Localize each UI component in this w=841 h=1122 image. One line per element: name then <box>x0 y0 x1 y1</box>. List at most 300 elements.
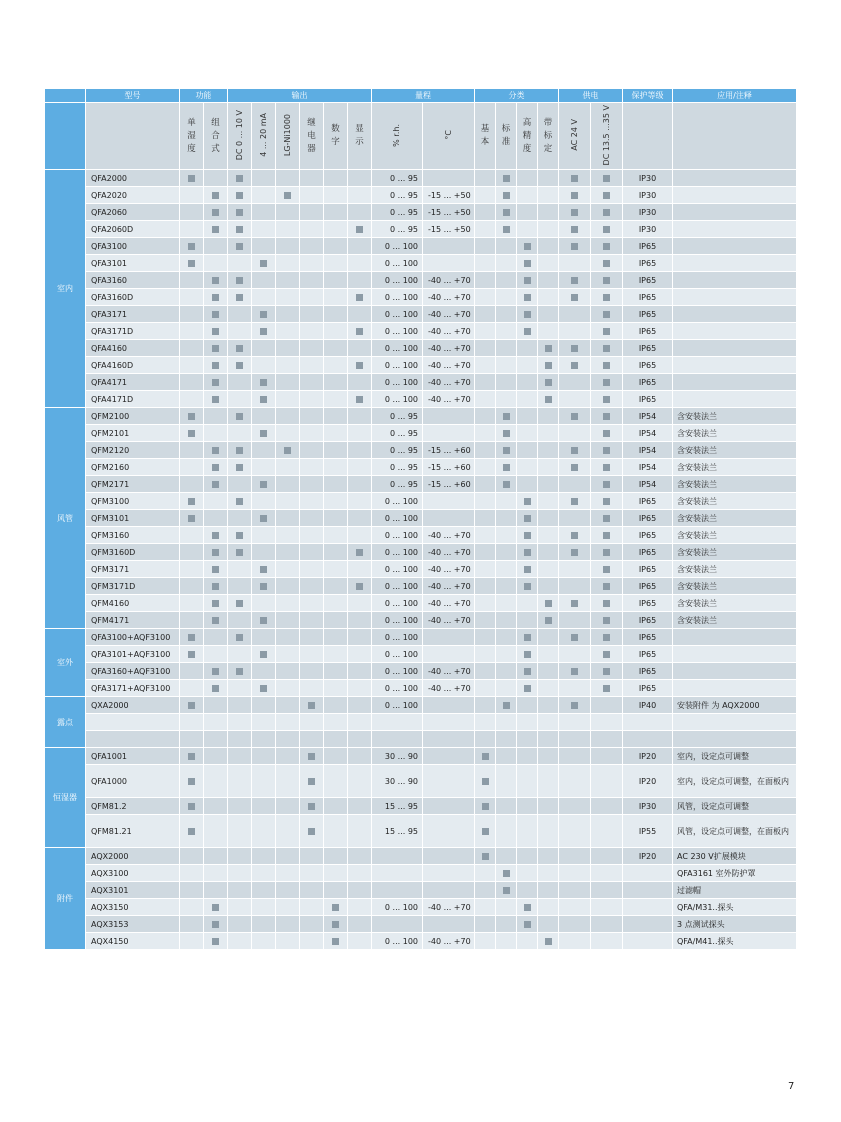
table-row <box>45 544 797 561</box>
mark-cell <box>228 544 252 561</box>
column-header <box>324 103 348 170</box>
mark-cell <box>538 476 559 493</box>
mark-cell <box>276 187 300 204</box>
protection-class-cell: IP65 <box>623 595 673 612</box>
mark-cell <box>538 899 559 916</box>
model-cell: QFA4160 <box>86 340 180 357</box>
note-cell: 风管，设定点可调整 <box>673 798 797 815</box>
table-row <box>45 815 797 848</box>
model-cell: QFM81.2 <box>86 798 180 815</box>
protection-class-cell: IP65 <box>623 306 673 323</box>
check-square-icon <box>212 481 219 488</box>
humidity-range-cell: 0 ... 95 <box>372 408 423 425</box>
humidity-range-cell: 0 ... 95 <box>372 442 423 459</box>
model-cell: AQX2000 <box>86 848 180 865</box>
mark-cell <box>228 612 252 629</box>
mark-cell <box>252 865 276 882</box>
mark-cell <box>252 391 276 408</box>
mark-cell <box>228 425 252 442</box>
protection-class-cell: IP30 <box>623 204 673 221</box>
mark-cell <box>300 391 324 408</box>
check-square-icon <box>212 209 219 216</box>
note-cell <box>673 323 797 340</box>
mark-cell <box>204 357 228 374</box>
note-cell: 含安装法兰 <box>673 476 797 493</box>
column-header <box>180 103 204 170</box>
mark-cell <box>228 798 252 815</box>
mark-cell <box>300 459 324 476</box>
mark-cell <box>538 170 559 187</box>
note-cell: 室内，设定点可调整 <box>673 748 797 765</box>
mark-cell <box>538 916 559 933</box>
mark-cell <box>228 899 252 916</box>
mark-cell <box>348 815 372 848</box>
protection-class-cell: IP65 <box>623 289 673 306</box>
mark-cell <box>180 848 204 865</box>
mark-cell <box>180 493 204 510</box>
mark-cell <box>276 629 300 646</box>
mark-cell <box>276 527 300 544</box>
mark-cell <box>348 848 372 865</box>
mark-cell <box>300 408 324 425</box>
check-square-icon <box>212 617 219 624</box>
temperature-range-cell: -40 ... +70 <box>423 357 475 374</box>
check-square-icon <box>545 600 552 607</box>
temperature-range-cell: -40 ... +70 <box>423 272 475 289</box>
mark-cell <box>475 442 496 459</box>
note-cell <box>673 714 797 731</box>
mark-cell <box>180 697 204 714</box>
corner-cell <box>45 89 86 103</box>
mark-cell <box>324 289 348 306</box>
column-header-label: °C <box>443 130 453 140</box>
mark-cell <box>324 848 348 865</box>
group-header-output: 输出 <box>228 89 372 103</box>
note-cell <box>673 289 797 306</box>
mark-cell <box>228 323 252 340</box>
mark-cell <box>300 323 324 340</box>
mark-cell <box>517 646 538 663</box>
check-square-icon <box>212 226 219 233</box>
mark-cell <box>252 595 276 612</box>
column-header-label: 单 湿 度 <box>187 117 196 154</box>
note-cell <box>673 374 797 391</box>
temperature-range-cell <box>423 493 475 510</box>
protection-class-cell: IP65 <box>623 646 673 663</box>
mark-cell <box>475 595 496 612</box>
check-square-icon <box>524 515 531 522</box>
mark-cell <box>591 340 623 357</box>
mark-cell <box>228 204 252 221</box>
mark-cell <box>180 289 204 306</box>
mark-cell <box>496 595 517 612</box>
note-cell: 安装附件 为 AQX2000 <box>673 697 797 714</box>
page-number: 7 <box>788 1081 795 1092</box>
mark-cell <box>252 204 276 221</box>
mark-cell <box>559 476 591 493</box>
check-square-icon <box>524 651 531 658</box>
note-cell <box>673 391 797 408</box>
temperature-range-cell: -15 ... +50 <box>423 204 475 221</box>
check-square-icon <box>260 260 267 267</box>
mark-cell <box>559 646 591 663</box>
check-square-icon <box>571 294 578 301</box>
mark-cell <box>517 714 538 731</box>
mark-cell <box>538 865 559 882</box>
mark-cell <box>475 798 496 815</box>
mark-cell <box>228 916 252 933</box>
mark-cell <box>496 798 517 815</box>
mark-cell <box>252 748 276 765</box>
check-square-icon <box>236 192 243 199</box>
mark-cell <box>180 731 204 748</box>
check-square-icon <box>603 464 610 471</box>
mark-cell <box>276 612 300 629</box>
mark-cell <box>300 680 324 697</box>
mark-cell <box>276 391 300 408</box>
mark-cell <box>300 221 324 238</box>
mark-cell <box>348 408 372 425</box>
mark-cell <box>348 493 372 510</box>
mark-cell <box>348 578 372 595</box>
mark-cell <box>276 289 300 306</box>
table-row <box>45 595 797 612</box>
mark-cell <box>591 374 623 391</box>
model-cell: QFM81.21 <box>86 815 180 848</box>
check-square-icon <box>503 175 510 182</box>
column-header <box>228 103 252 170</box>
column-header <box>204 103 228 170</box>
column-header <box>673 103 797 170</box>
temperature-range-cell: -40 ... +70 <box>423 561 475 578</box>
mark-cell <box>228 238 252 255</box>
table-row <box>45 476 797 493</box>
mark-cell <box>228 646 252 663</box>
check-square-icon <box>524 294 531 301</box>
model-cell: AQX3100 <box>86 865 180 882</box>
check-square-icon <box>260 311 267 318</box>
mark-cell <box>276 595 300 612</box>
mark-cell <box>180 629 204 646</box>
check-square-icon <box>236 413 243 420</box>
check-square-icon <box>603 532 610 539</box>
check-square-icon <box>603 209 610 216</box>
column-header <box>423 103 475 170</box>
mark-cell <box>591 815 623 848</box>
mark-cell <box>180 221 204 238</box>
mark-cell <box>324 544 348 561</box>
mark-cell <box>252 798 276 815</box>
check-square-icon <box>524 685 531 692</box>
mark-cell <box>348 629 372 646</box>
temperature-range-cell <box>423 848 475 865</box>
check-square-icon <box>260 379 267 386</box>
mark-cell <box>496 933 517 950</box>
mark-cell <box>348 646 372 663</box>
check-square-icon <box>236 634 243 641</box>
temperature-range-cell <box>423 714 475 731</box>
mark-cell <box>276 510 300 527</box>
check-square-icon <box>524 634 531 641</box>
mark-cell <box>324 306 348 323</box>
check-square-icon <box>571 600 578 607</box>
mark-cell <box>538 357 559 374</box>
mark-cell <box>228 306 252 323</box>
mark-cell <box>300 204 324 221</box>
humidity-range-cell <box>372 714 423 731</box>
table-row <box>45 323 797 340</box>
mark-cell <box>538 714 559 731</box>
mark-cell <box>496 459 517 476</box>
humidity-range-cell: 0 ... 100 <box>372 578 423 595</box>
model-cell: AQX3153 <box>86 916 180 933</box>
group-header-row <box>45 89 797 103</box>
mark-cell <box>252 561 276 578</box>
mark-cell <box>538 646 559 663</box>
mark-cell <box>324 680 348 697</box>
mark-cell <box>496 170 517 187</box>
model-cell <box>86 731 180 748</box>
check-square-icon <box>503 464 510 471</box>
mark-cell <box>324 663 348 680</box>
model-cell: AQX3150 <box>86 899 180 916</box>
check-square-icon <box>260 430 267 437</box>
mark-cell <box>591 289 623 306</box>
humidity-range-cell: 0 ... 100 <box>372 374 423 391</box>
section-label: 风管 <box>45 408 86 629</box>
group-header-func: 功能 <box>180 89 228 103</box>
mark-cell <box>324 714 348 731</box>
mark-cell <box>180 663 204 680</box>
table-row <box>45 765 797 798</box>
mark-cell <box>348 323 372 340</box>
column-header <box>276 103 300 170</box>
check-square-icon <box>545 379 552 386</box>
model-cell: QFM3101 <box>86 510 180 527</box>
check-square-icon <box>571 549 578 556</box>
mark-cell <box>348 697 372 714</box>
mark-cell <box>517 272 538 289</box>
mark-cell <box>517 493 538 510</box>
mark-cell <box>475 916 496 933</box>
check-square-icon <box>212 311 219 318</box>
mark-cell <box>559 848 591 865</box>
humidity-range-cell: 0 ... 100 <box>372 646 423 663</box>
mark-cell <box>348 374 372 391</box>
mark-cell <box>300 916 324 933</box>
mark-cell <box>591 357 623 374</box>
mark-cell <box>496 748 517 765</box>
temperature-range-cell: -40 ... +70 <box>423 374 475 391</box>
protection-class-cell: IP65 <box>623 578 673 595</box>
humidity-range-cell: 0 ... 100 <box>372 510 423 527</box>
check-square-icon <box>212 396 219 403</box>
mark-cell <box>559 697 591 714</box>
check-square-icon <box>571 413 578 420</box>
mark-cell <box>517 765 538 798</box>
mark-cell <box>300 238 324 255</box>
temperature-range-cell <box>423 916 475 933</box>
check-square-icon <box>356 396 363 403</box>
mark-cell <box>559 612 591 629</box>
model-cell: QFA3101 <box>86 255 180 272</box>
column-header <box>252 103 276 170</box>
check-square-icon <box>188 634 195 641</box>
check-square-icon <box>482 828 489 835</box>
mark-cell <box>228 459 252 476</box>
temperature-range-cell: -40 ... +70 <box>423 663 475 680</box>
mark-cell <box>591 204 623 221</box>
mark-cell <box>591 798 623 815</box>
mark-cell <box>300 646 324 663</box>
mark-cell <box>252 815 276 848</box>
mark-cell <box>204 916 228 933</box>
mark-cell <box>475 204 496 221</box>
mark-cell <box>517 578 538 595</box>
column-header-label: 4 ... 20 mA <box>258 113 268 157</box>
mark-cell <box>300 340 324 357</box>
mark-cell <box>475 629 496 646</box>
mark-cell <box>559 527 591 544</box>
mark-cell <box>591 612 623 629</box>
check-square-icon <box>212 328 219 335</box>
section-label: 恒湿器 <box>45 748 86 848</box>
mark-cell <box>180 255 204 272</box>
humidity-range-cell: 0 ... 100 <box>372 340 423 357</box>
mark-cell <box>559 357 591 374</box>
protection-class-cell: IP65 <box>623 629 673 646</box>
check-square-icon <box>236 345 243 352</box>
humidity-range-cell: 30 ... 90 <box>372 765 423 798</box>
check-square-icon <box>212 921 219 928</box>
mark-cell <box>496 578 517 595</box>
mark-cell <box>300 425 324 442</box>
mark-cell <box>204 493 228 510</box>
mark-cell <box>559 289 591 306</box>
check-square-icon <box>356 362 363 369</box>
mark-cell <box>559 255 591 272</box>
mark-cell <box>180 714 204 731</box>
check-square-icon <box>356 294 363 301</box>
mark-cell <box>517 442 538 459</box>
mark-cell <box>475 561 496 578</box>
temperature-range-cell: -15 ... +60 <box>423 459 475 476</box>
mark-cell <box>324 798 348 815</box>
mark-cell <box>300 765 324 798</box>
model-cell: QFA2000 <box>86 170 180 187</box>
mark-cell <box>300 848 324 865</box>
mark-cell <box>276 798 300 815</box>
mark-cell <box>276 340 300 357</box>
mark-cell <box>324 442 348 459</box>
mark-cell <box>252 646 276 663</box>
humidity-range-cell: 0 ... 100 <box>372 899 423 916</box>
check-square-icon <box>524 498 531 505</box>
mark-cell <box>496 680 517 697</box>
temperature-range-cell: -40 ... +70 <box>423 680 475 697</box>
mark-cell <box>300 527 324 544</box>
mark-cell <box>252 578 276 595</box>
mark-cell <box>591 865 623 882</box>
mark-cell <box>348 680 372 697</box>
mark-cell <box>591 933 623 950</box>
note-cell: 含安装法兰 <box>673 493 797 510</box>
protection-class-cell: IP65 <box>623 680 673 697</box>
check-square-icon <box>188 702 195 709</box>
mark-cell <box>538 391 559 408</box>
mark-cell <box>348 425 372 442</box>
note-cell: 含安装法兰 <box>673 510 797 527</box>
temperature-range-cell: -40 ... +70 <box>423 527 475 544</box>
check-square-icon <box>571 702 578 709</box>
check-square-icon <box>212 192 219 199</box>
mark-cell <box>276 765 300 798</box>
mark-cell <box>228 391 252 408</box>
humidity-range-cell: 15 ... 95 <box>372 815 423 848</box>
model-cell: QFA3171 <box>86 306 180 323</box>
mark-cell <box>496 916 517 933</box>
mark-cell <box>300 578 324 595</box>
mark-cell <box>591 255 623 272</box>
mark-cell <box>348 798 372 815</box>
mark-cell <box>496 629 517 646</box>
mark-cell <box>538 442 559 459</box>
check-square-icon <box>503 702 510 709</box>
temperature-range-cell: -15 ... +60 <box>423 442 475 459</box>
mark-cell <box>517 187 538 204</box>
check-square-icon <box>188 778 195 785</box>
mark-cell <box>324 731 348 748</box>
mark-cell <box>252 680 276 697</box>
protection-class-cell <box>623 865 673 882</box>
mark-cell <box>591 748 623 765</box>
check-square-icon <box>236 209 243 216</box>
mark-cell <box>324 697 348 714</box>
mark-cell <box>228 187 252 204</box>
note-cell: 含安装法兰 <box>673 544 797 561</box>
temperature-range-cell: -40 ... +70 <box>423 391 475 408</box>
model-cell: QFA2020 <box>86 187 180 204</box>
check-square-icon <box>188 413 195 420</box>
mark-cell <box>591 595 623 612</box>
mark-cell <box>538 527 559 544</box>
mark-cell <box>228 714 252 731</box>
temperature-range-cell: -40 ... +70 <box>423 612 475 629</box>
note-cell: 含安装法兰 <box>673 595 797 612</box>
check-square-icon <box>236 277 243 284</box>
table-row <box>45 714 797 731</box>
mark-cell <box>204 306 228 323</box>
check-square-icon <box>212 277 219 284</box>
check-square-icon <box>236 243 243 250</box>
mark-cell <box>324 238 348 255</box>
mark-cell <box>496 238 517 255</box>
mark-cell <box>180 748 204 765</box>
humidity-range-cell: 0 ... 100 <box>372 357 423 374</box>
check-square-icon <box>188 260 195 267</box>
check-square-icon <box>236 498 243 505</box>
protection-class-cell: IP65 <box>623 612 673 629</box>
mark-cell <box>228 731 252 748</box>
column-header <box>591 103 623 170</box>
humidity-range-cell <box>372 848 423 865</box>
mark-cell <box>276 408 300 425</box>
mark-cell <box>559 408 591 425</box>
table-row <box>45 865 797 882</box>
note-cell: 风管，设定点可调整，在面板内 <box>673 815 797 848</box>
mark-cell <box>559 272 591 289</box>
check-square-icon <box>603 634 610 641</box>
